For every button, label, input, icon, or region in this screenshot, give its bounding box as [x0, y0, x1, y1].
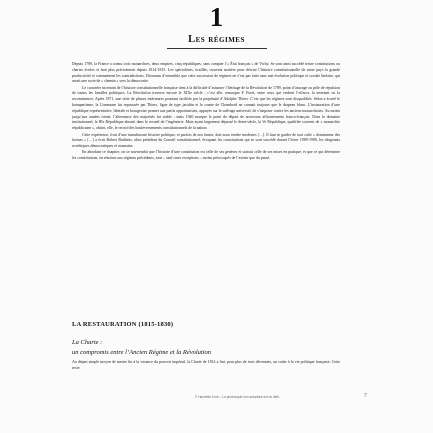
paragraph: Cette expérience, fruit d’une tumultueuse histoire politique, et parfois de nos fautes, doit nous rendre modestes […]. Il faut se garder de tout culte « dominateur des formes » […] a écrit Robert Badinter, alors président du Conseil constitutionnel, évoquant les constitutions qui se sont succédé durant l’hiver 1989-1990, les dirigeants soviétiques démocratiques et roumains. [72, 132, 340, 149]
subsection-heading: La Charte : [72, 339, 103, 346]
subsection-subtitle: un compromis entre l’Ancien Régime et la Révolution [72, 349, 212, 356]
page-number: 7 [364, 393, 367, 399]
paragraph: Depuis 1789, la France a connu trois monarchies, deux empires, cinq républiques, sans compter l’« État français » de Vichy. Se sont ainsi succédé treize constitutions ou chartes écrites et huit plus précisément depuis 1814-1815. Les spécialistes, tiraillés, trouvent matière pour décrire l’histoire constitutionnelle de notre pays la grande productivité et commentent les contradictions. Dioramas d’ensemble que cette succession de régimes ne s’est pas faite sans une évolution politique et sociale linéaire, qui serait une sorte de « chemin » vers la démocratie. [72, 62, 340, 84]
paragraph: Le caractère incertain de l’histoire constitutionnelle française tient à la difficulté d’assumer l’héritage de la Révolution de 1789, point d’ancrage ou pôle de répulsion de toutes les familles politiques. La Révolution traverse encore le XIXe siècle ; c’est elle, remarque F. Furet, entre ceux qui veulent l’effacer, la terminer ou la recommencer. Après 1871, une série de phases intérieures pourtant facilitée par la perpétuité d’Adolphe Thiers. C’est que les régimes sont disqualifiés. Selon a écarté le bonapartisme, la Commune fut repoussée par Thiers, ligue de type jacobin et le comte de Chambord ne connait toujours que le drapeau blanc. L’instauration d’une république représentative, libérale et bourgeoise permet aux partis opportunistes, appuyés sur le suffrage universel, de s’imposer contre les anciens monarchistes. Au moins jusqu’aux années trente, l’alternance des majorités fut stable ; mais 1940 marque le point de départ de nouveaux affrontements franco-français. Dans le domaine institutionnel, la IIIe République aboutit dans le recueil de l’ingénierie. Mais ayant largement dépassé le demi-siècle, la Ve République, qualifiée souvent de « monarchie républicaine », obtint, elle, le record des bouleversements constitutionnels de la nation. [72, 85, 340, 131]
title-divider [167, 48, 267, 49]
section-intro-text: Au départ simple moyen de mettre fin à la vacance du pouvoir impérial, la Charte de 1814 a fini, pour plus de trois décennies, un cadre à la vie politique française. Cette texte [72, 360, 340, 370]
chapter-number: 1 [209, 2, 224, 32]
chapter-intro-text [72, 62, 340, 163]
chapter-title: Les régimes [188, 34, 245, 45]
section-heading: LA RESTAURATION (1815-1830) [72, 321, 174, 328]
copyright-notice: © Hachette Livre – La photocopie non autorisée est un délit. [195, 395, 280, 399]
paragraph: En abordant ce chapitre, on se souviendra que l’histoire d’une constitution est celle de ses genèses et surtout celle de ses mises en pratique, et que ce qui détermine les constitutions, en réaction aux régimes précédents, sont – sauf rares exceptions – moins préoccupés de l’avenir que du passé. [72, 150, 340, 161]
